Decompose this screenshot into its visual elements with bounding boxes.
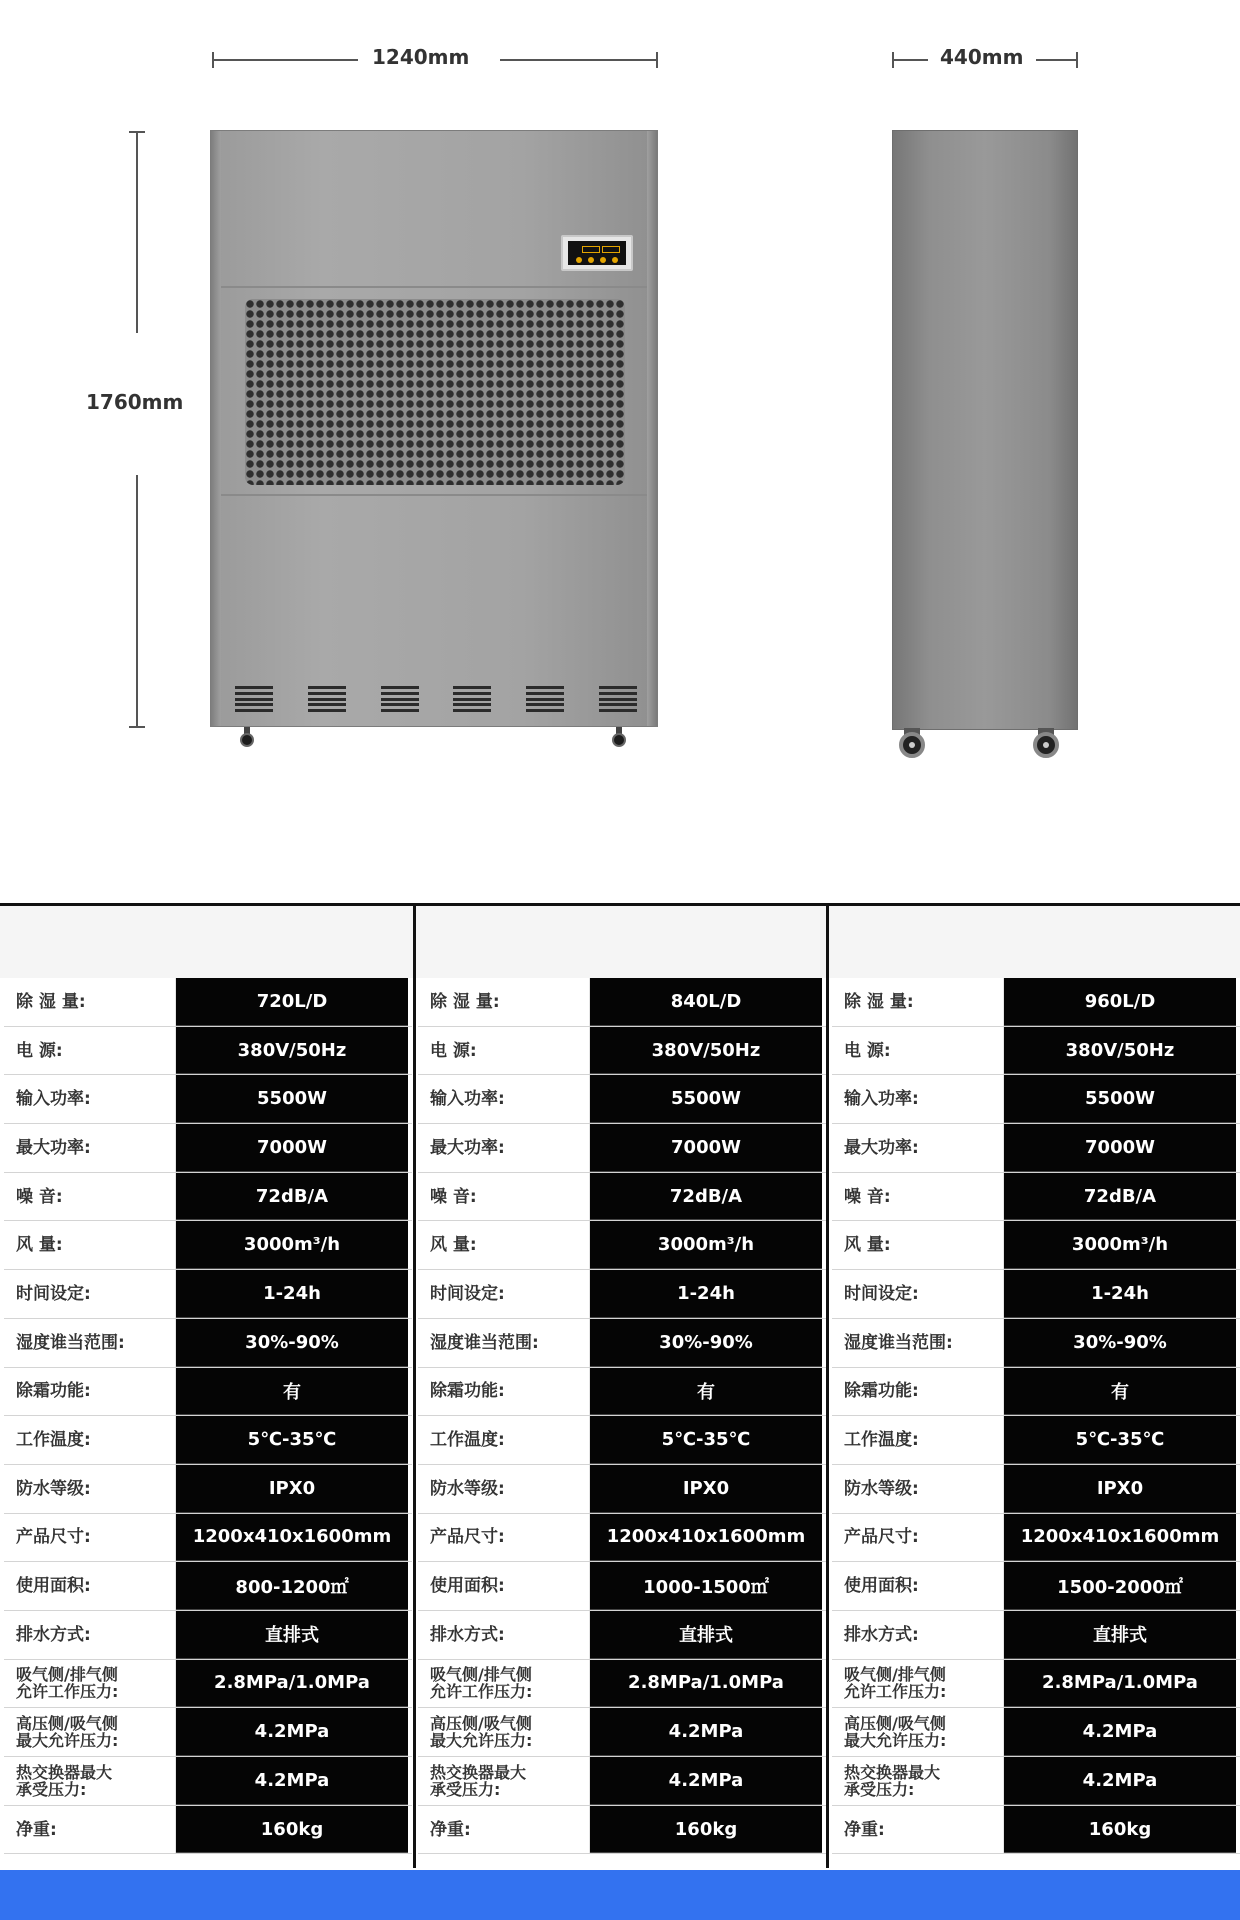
spec-row xyxy=(418,978,826,1027)
spec-value: 160kg xyxy=(176,1806,408,1854)
spec-label: 输入功率: xyxy=(4,1075,176,1123)
spec-row xyxy=(832,1757,1240,1806)
table-header-blank-1 xyxy=(0,906,413,978)
spec-row xyxy=(4,1562,412,1611)
front-edge-right xyxy=(647,131,657,726)
spec-label: 风 量: xyxy=(4,1221,176,1269)
height-line-top xyxy=(136,131,138,333)
width-tick-right xyxy=(656,52,658,68)
spec-row xyxy=(418,1319,826,1368)
spec-value: 30%-90% xyxy=(1004,1319,1236,1367)
spec-value: 72dB/A xyxy=(176,1173,408,1221)
spec-label: 时间设定: xyxy=(4,1270,176,1318)
spec-value: IPX0 xyxy=(590,1465,822,1513)
spec-value: 5500W xyxy=(176,1075,408,1123)
control-button-icon xyxy=(576,257,582,263)
spec-row xyxy=(4,1660,412,1709)
spec-label: 除 湿 量: xyxy=(418,978,590,1026)
vent-slot xyxy=(526,686,564,712)
spec-row xyxy=(4,1124,412,1173)
spec-label: 产品尺寸: xyxy=(832,1514,1004,1562)
spec-row xyxy=(4,1270,412,1319)
spec-value: 840L/D xyxy=(590,978,822,1026)
spec-value: 4.2MPa xyxy=(176,1757,408,1805)
spec-row xyxy=(418,1806,826,1855)
spec-value: 1200x410x1600mm xyxy=(1004,1514,1236,1562)
spec-value: 5℃-35℃ xyxy=(590,1416,822,1464)
spec-label: 使用面积: xyxy=(418,1562,590,1610)
spec-label: 风 量: xyxy=(832,1221,1004,1269)
side-wheel-right xyxy=(1033,732,1059,758)
width-line-left xyxy=(212,59,358,61)
control-panel xyxy=(561,235,633,271)
spec-row xyxy=(832,1514,1240,1563)
spec-label: 高压侧/吸气侧 最大允许压力: xyxy=(4,1708,176,1756)
spec-value: 2.8MPa/1.0MPa xyxy=(1004,1660,1236,1708)
spec-table-2 xyxy=(418,978,826,1854)
spec-row xyxy=(418,1514,826,1563)
spec-label: 噪 音: xyxy=(418,1173,590,1221)
spec-row xyxy=(4,1319,412,1368)
spec-row xyxy=(4,1027,412,1076)
control-button-icon xyxy=(612,257,618,263)
spec-label: 时间设定: xyxy=(832,1270,1004,1318)
spec-row xyxy=(832,1368,1240,1417)
dehumidifier-side-view xyxy=(892,130,1078,730)
spec-row xyxy=(418,1075,826,1124)
spec-value: 5500W xyxy=(1004,1075,1236,1123)
spec-label: 排水方式: xyxy=(418,1611,590,1659)
spec-value: 380V/50Hz xyxy=(1004,1027,1236,1075)
spec-label: 除霜功能: xyxy=(4,1368,176,1416)
spec-value: 1-24h xyxy=(1004,1270,1236,1318)
spec-label: 除 湿 量: xyxy=(4,978,176,1026)
spec-label: 热交换器最大 承受压力: xyxy=(4,1757,176,1805)
spec-label: 湿度谁当范围: xyxy=(418,1319,590,1367)
side-wheel-left xyxy=(899,732,925,758)
depth-label: 440mm xyxy=(940,45,1024,69)
control-button-icon xyxy=(588,257,594,263)
spec-label: 排水方式: xyxy=(4,1611,176,1659)
spec-value: 1-24h xyxy=(176,1270,408,1318)
spec-label: 净重: xyxy=(4,1806,176,1854)
spec-value: 4.2MPa xyxy=(176,1708,408,1756)
spec-row xyxy=(418,1173,826,1222)
spec-label: 吸气侧/排气侧 允许工作压力: xyxy=(832,1660,1004,1708)
dehumidifier-front-view xyxy=(210,130,658,727)
spec-label: 使用面积: xyxy=(832,1562,1004,1610)
spec-label: 电 源: xyxy=(418,1027,590,1075)
spec-row xyxy=(418,1611,826,1660)
spec-row xyxy=(418,1368,826,1417)
spec-label: 工作温度: xyxy=(418,1416,590,1464)
spec-row xyxy=(4,1416,412,1465)
spec-value: 1200x410x1600mm xyxy=(590,1514,822,1562)
control-display xyxy=(568,241,626,265)
spec-label: 电 源: xyxy=(4,1027,176,1075)
depth-line-right xyxy=(1036,59,1078,61)
spec-value: IPX0 xyxy=(176,1465,408,1513)
spec-label: 防水等级: xyxy=(832,1465,1004,1513)
spec-row xyxy=(418,1027,826,1076)
spec-row xyxy=(418,1757,826,1806)
bottom-vents xyxy=(235,686,637,716)
table-header-blank-3 xyxy=(829,906,1240,978)
spec-value: 直排式 xyxy=(590,1611,822,1659)
spec-value: 72dB/A xyxy=(590,1173,822,1221)
spec-value: 7000W xyxy=(590,1124,822,1172)
spec-label: 噪 音: xyxy=(832,1173,1004,1221)
spec-value: 380V/50Hz xyxy=(176,1027,408,1075)
spec-row xyxy=(832,1173,1240,1222)
spec-label: 输入功率: xyxy=(832,1075,1004,1123)
spec-value: 800-1200㎡ xyxy=(176,1562,408,1610)
spec-row xyxy=(4,1465,412,1514)
spec-value: 380V/50Hz xyxy=(590,1027,822,1075)
spec-row xyxy=(418,1708,826,1757)
spec-row xyxy=(4,1611,412,1660)
spec-value: 160kg xyxy=(1004,1806,1236,1854)
spec-label: 产品尺寸: xyxy=(418,1514,590,1562)
spec-row xyxy=(832,978,1240,1027)
spec-row xyxy=(4,1806,412,1855)
spec-table-1 xyxy=(4,978,412,1854)
spec-label: 高压侧/吸气侧 最大允许压力: xyxy=(832,1708,1004,1756)
spec-label: 除霜功能: xyxy=(418,1368,590,1416)
spec-row xyxy=(4,1757,412,1806)
spec-value: 2.8MPa/1.0MPa xyxy=(176,1660,408,1708)
spec-label: 时间设定: xyxy=(418,1270,590,1318)
spec-value: 72dB/A xyxy=(1004,1173,1236,1221)
spec-row xyxy=(832,1465,1240,1514)
spec-label: 净重: xyxy=(418,1806,590,1854)
spec-label: 热交换器最大 承受压力: xyxy=(832,1757,1004,1805)
spec-label: 输入功率: xyxy=(418,1075,590,1123)
spec-row xyxy=(418,1416,826,1465)
front-wheel-left xyxy=(240,727,254,747)
front-panel-seam-bottom xyxy=(221,494,647,496)
spec-value: 1200x410x1600mm xyxy=(176,1514,408,1562)
spec-label: 排水方式: xyxy=(832,1611,1004,1659)
spec-row xyxy=(832,1221,1240,1270)
spec-value: 有 xyxy=(590,1368,822,1416)
front-edge-left xyxy=(211,131,221,726)
spec-value: 有 xyxy=(1004,1368,1236,1416)
spec-label: 高压侧/吸气侧 最大允许压力: xyxy=(418,1708,590,1756)
spec-value: 30%-90% xyxy=(590,1319,822,1367)
spec-table-3 xyxy=(832,978,1240,1854)
spec-label: 最大功率: xyxy=(418,1124,590,1172)
spec-row xyxy=(832,1611,1240,1660)
spec-value: 直排式 xyxy=(176,1611,408,1659)
spec-value: 4.2MPa xyxy=(590,1708,822,1756)
spec-row xyxy=(832,1416,1240,1465)
spec-row xyxy=(832,1806,1240,1855)
spec-label: 除霜功能: xyxy=(832,1368,1004,1416)
air-intake-grille xyxy=(245,299,625,485)
spec-value: 2.8MPa/1.0MPa xyxy=(590,1660,822,1708)
spec-row xyxy=(4,1514,412,1563)
spec-row xyxy=(832,1660,1240,1709)
spec-row xyxy=(4,1368,412,1417)
spec-label: 噪 音: xyxy=(4,1173,176,1221)
spec-value: 1000-1500㎡ xyxy=(590,1562,822,1610)
spec-value: 7000W xyxy=(1004,1124,1236,1172)
spec-row xyxy=(832,1708,1240,1757)
spec-label: 热交换器最大 承受压力: xyxy=(418,1757,590,1805)
spec-row xyxy=(832,1075,1240,1124)
spec-label: 使用面积: xyxy=(4,1562,176,1610)
spec-label: 最大功率: xyxy=(4,1124,176,1172)
spec-value: 4.2MPa xyxy=(590,1757,822,1805)
spec-label: 防水等级: xyxy=(418,1465,590,1513)
spec-value: 5500W xyxy=(590,1075,822,1123)
display-segment-icon xyxy=(602,246,620,253)
spec-label: 最大功率: xyxy=(832,1124,1004,1172)
spec-value: 直排式 xyxy=(1004,1611,1236,1659)
spec-row xyxy=(418,1465,826,1514)
front-wheel-right xyxy=(612,727,626,747)
column-divider xyxy=(826,906,829,1868)
spec-value: 3000m³/h xyxy=(176,1221,408,1269)
spec-value: 4.2MPa xyxy=(1004,1757,1236,1805)
spec-value: 5℃-35℃ xyxy=(176,1416,408,1464)
width-label: 1240mm xyxy=(372,45,470,69)
spec-label: 湿度谁当范围: xyxy=(4,1319,176,1367)
spec-label: 净重: xyxy=(832,1806,1004,1854)
spec-value: IPX0 xyxy=(1004,1465,1236,1513)
width-line-right xyxy=(500,59,658,61)
table-header-blank-2 xyxy=(416,906,826,978)
spec-row xyxy=(832,1562,1240,1611)
spec-row xyxy=(4,1173,412,1222)
spec-row xyxy=(832,1270,1240,1319)
spec-value: 5℃-35℃ xyxy=(1004,1416,1236,1464)
footer-bar xyxy=(0,1870,1240,1920)
spec-label: 工作温度: xyxy=(832,1416,1004,1464)
spec-row xyxy=(418,1270,826,1319)
spec-row xyxy=(832,1124,1240,1173)
spec-row xyxy=(4,1075,412,1124)
vent-slot xyxy=(599,686,637,712)
spec-label: 湿度谁当范围: xyxy=(832,1319,1004,1367)
spec-row xyxy=(418,1221,826,1270)
spec-value: 7000W xyxy=(176,1124,408,1172)
front-panel-seam-top xyxy=(221,286,647,288)
spec-value: 160kg xyxy=(590,1806,822,1854)
spec-value: 有 xyxy=(176,1368,408,1416)
spec-value: 720L/D xyxy=(176,978,408,1026)
vent-slot xyxy=(381,686,419,712)
spec-value: 3000m³/h xyxy=(590,1221,822,1269)
height-line-bottom xyxy=(136,475,138,727)
spec-row xyxy=(832,1319,1240,1368)
spec-value: 1500-2000㎡ xyxy=(1004,1562,1236,1610)
spec-value: 3000m³/h xyxy=(1004,1221,1236,1269)
spec-row xyxy=(418,1124,826,1173)
vent-slot xyxy=(235,686,273,712)
spec-label: 吸气侧/排气侧 允许工作压力: xyxy=(418,1660,590,1708)
spec-label: 工作温度: xyxy=(4,1416,176,1464)
spec-value: 30%-90% xyxy=(176,1319,408,1367)
spec-row xyxy=(4,1221,412,1270)
spec-value: 4.2MPa xyxy=(1004,1708,1236,1756)
height-tick-bottom xyxy=(129,726,145,728)
spec-label: 风 量: xyxy=(418,1221,590,1269)
spec-label: 电 源: xyxy=(832,1027,1004,1075)
control-button-icon xyxy=(600,257,606,263)
vent-slot xyxy=(453,686,491,712)
spec-row xyxy=(418,1562,826,1611)
spec-row xyxy=(4,1708,412,1757)
spec-label: 防水等级: xyxy=(4,1465,176,1513)
display-segment-icon xyxy=(582,246,600,253)
spec-row xyxy=(4,978,412,1027)
spec-label: 产品尺寸: xyxy=(4,1514,176,1562)
spec-row xyxy=(418,1660,826,1709)
spec-value: 1-24h xyxy=(590,1270,822,1318)
column-divider xyxy=(413,906,416,1868)
depth-tick-right xyxy=(1076,52,1078,68)
depth-line-left xyxy=(892,59,928,61)
vent-slot xyxy=(308,686,346,712)
spec-label: 吸气侧/排气侧 允许工作压力: xyxy=(4,1660,176,1708)
spec-value: 960L/D xyxy=(1004,978,1236,1026)
height-label: 1760mm xyxy=(86,390,184,414)
spec-row xyxy=(832,1027,1240,1076)
spec-label: 除 湿 量: xyxy=(832,978,1004,1026)
